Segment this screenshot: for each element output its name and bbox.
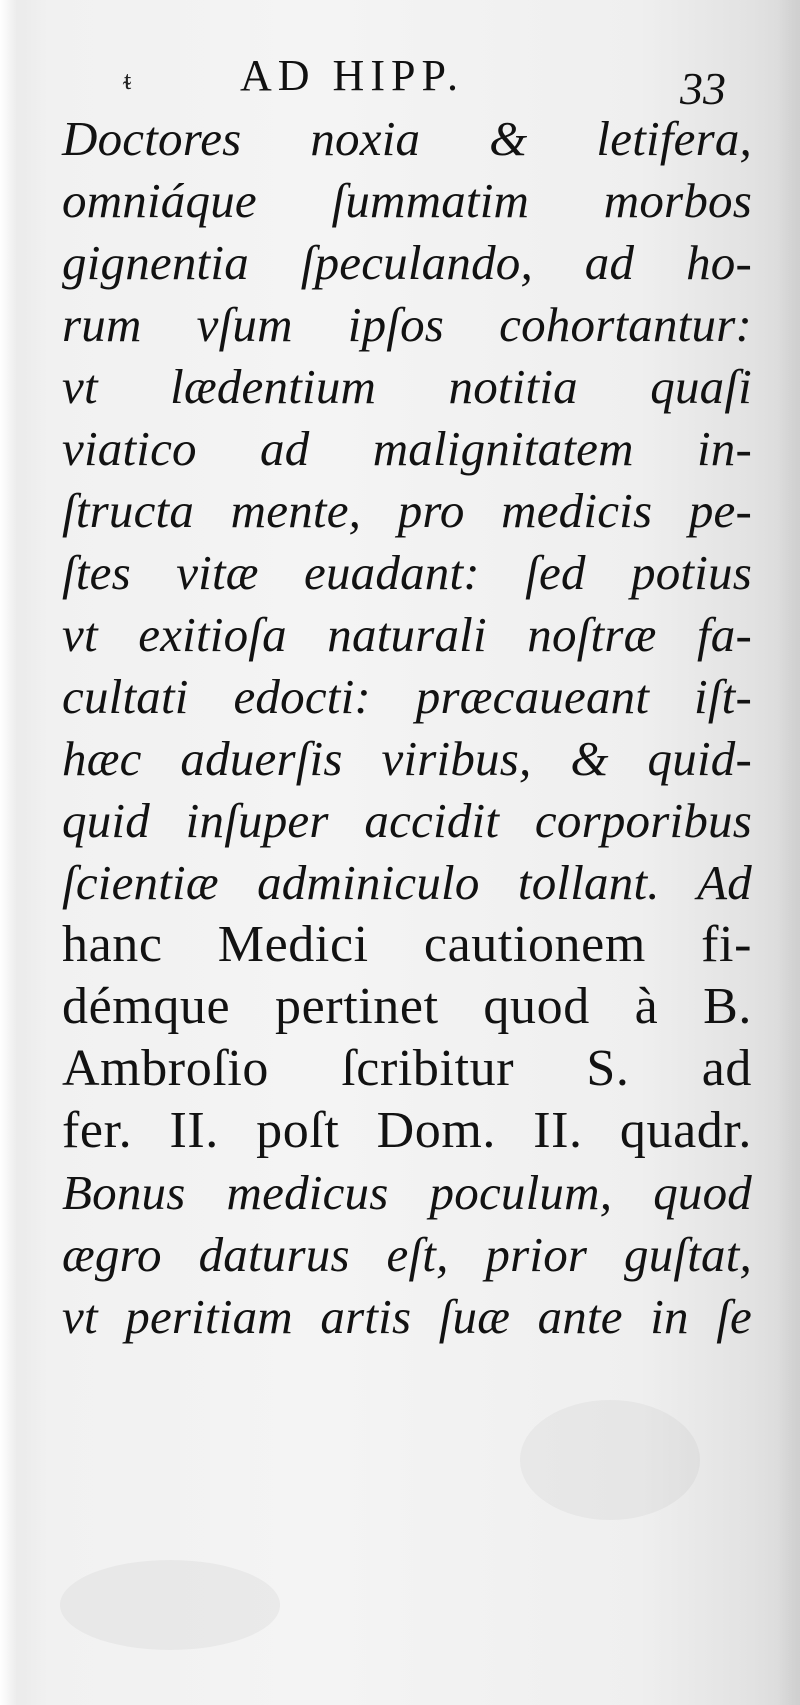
paper-stain: [60, 1560, 280, 1650]
text-line: Doctores noxia & letifera,: [62, 111, 752, 166]
running-head-mark: ᵵ: [124, 66, 132, 96]
text-line: Bonus medicus poculum, quod: [62, 1165, 752, 1220]
text-line: démque pertinet quod à B.: [62, 978, 752, 1035]
text-line: ſtructa mente, pro medicis pe-: [62, 483, 752, 538]
body-text: [62, 108, 752, 1348]
text-line: viatico ad malignitatem in-: [62, 421, 752, 476]
text-line: gignentia ſpeculando, ad ho-: [62, 235, 752, 290]
text-line: omniáque ſummatim morbos: [62, 173, 752, 228]
text-line: rum vſum ipſos cohortantur:: [62, 297, 752, 352]
text-line: ægro daturus eſt, prior guſtat,: [62, 1227, 752, 1282]
running-head-title: AD HIPP.: [240, 51, 465, 100]
text-line: hanc Medici cautionem fi-: [62, 916, 752, 973]
text-line: ſcientiæ adminiculo tollant. Ad: [62, 855, 752, 910]
text-line: vt lædentium notitia quaſi: [62, 359, 752, 414]
text-line: vt exitioſa naturali noſtræ fa-: [62, 607, 752, 662]
text-line: ſtes vitæ euadant: ſed potius: [62, 545, 752, 600]
text-line: fer. II. poſt Dom. II. quadr.: [62, 1102, 752, 1159]
paper-stain: [520, 1400, 700, 1520]
text-line: Ambroſio ſcribitur S. ad: [62, 1040, 752, 1097]
page-edge-shadow: [778, 0, 800, 1705]
text-line: cultati edocti: præcaueant iſt-: [62, 669, 752, 724]
running-head: [0, 48, 800, 114]
text-line: vt peritiam artis ſuæ ante in ſe: [62, 1289, 752, 1344]
gutter-shadow: [0, 0, 28, 1705]
page-number: 33: [680, 63, 726, 114]
text-line: hæc aduerſis viribus, & quid-: [62, 731, 752, 786]
text-line: quid inſuper accidit corporibus: [62, 793, 752, 848]
